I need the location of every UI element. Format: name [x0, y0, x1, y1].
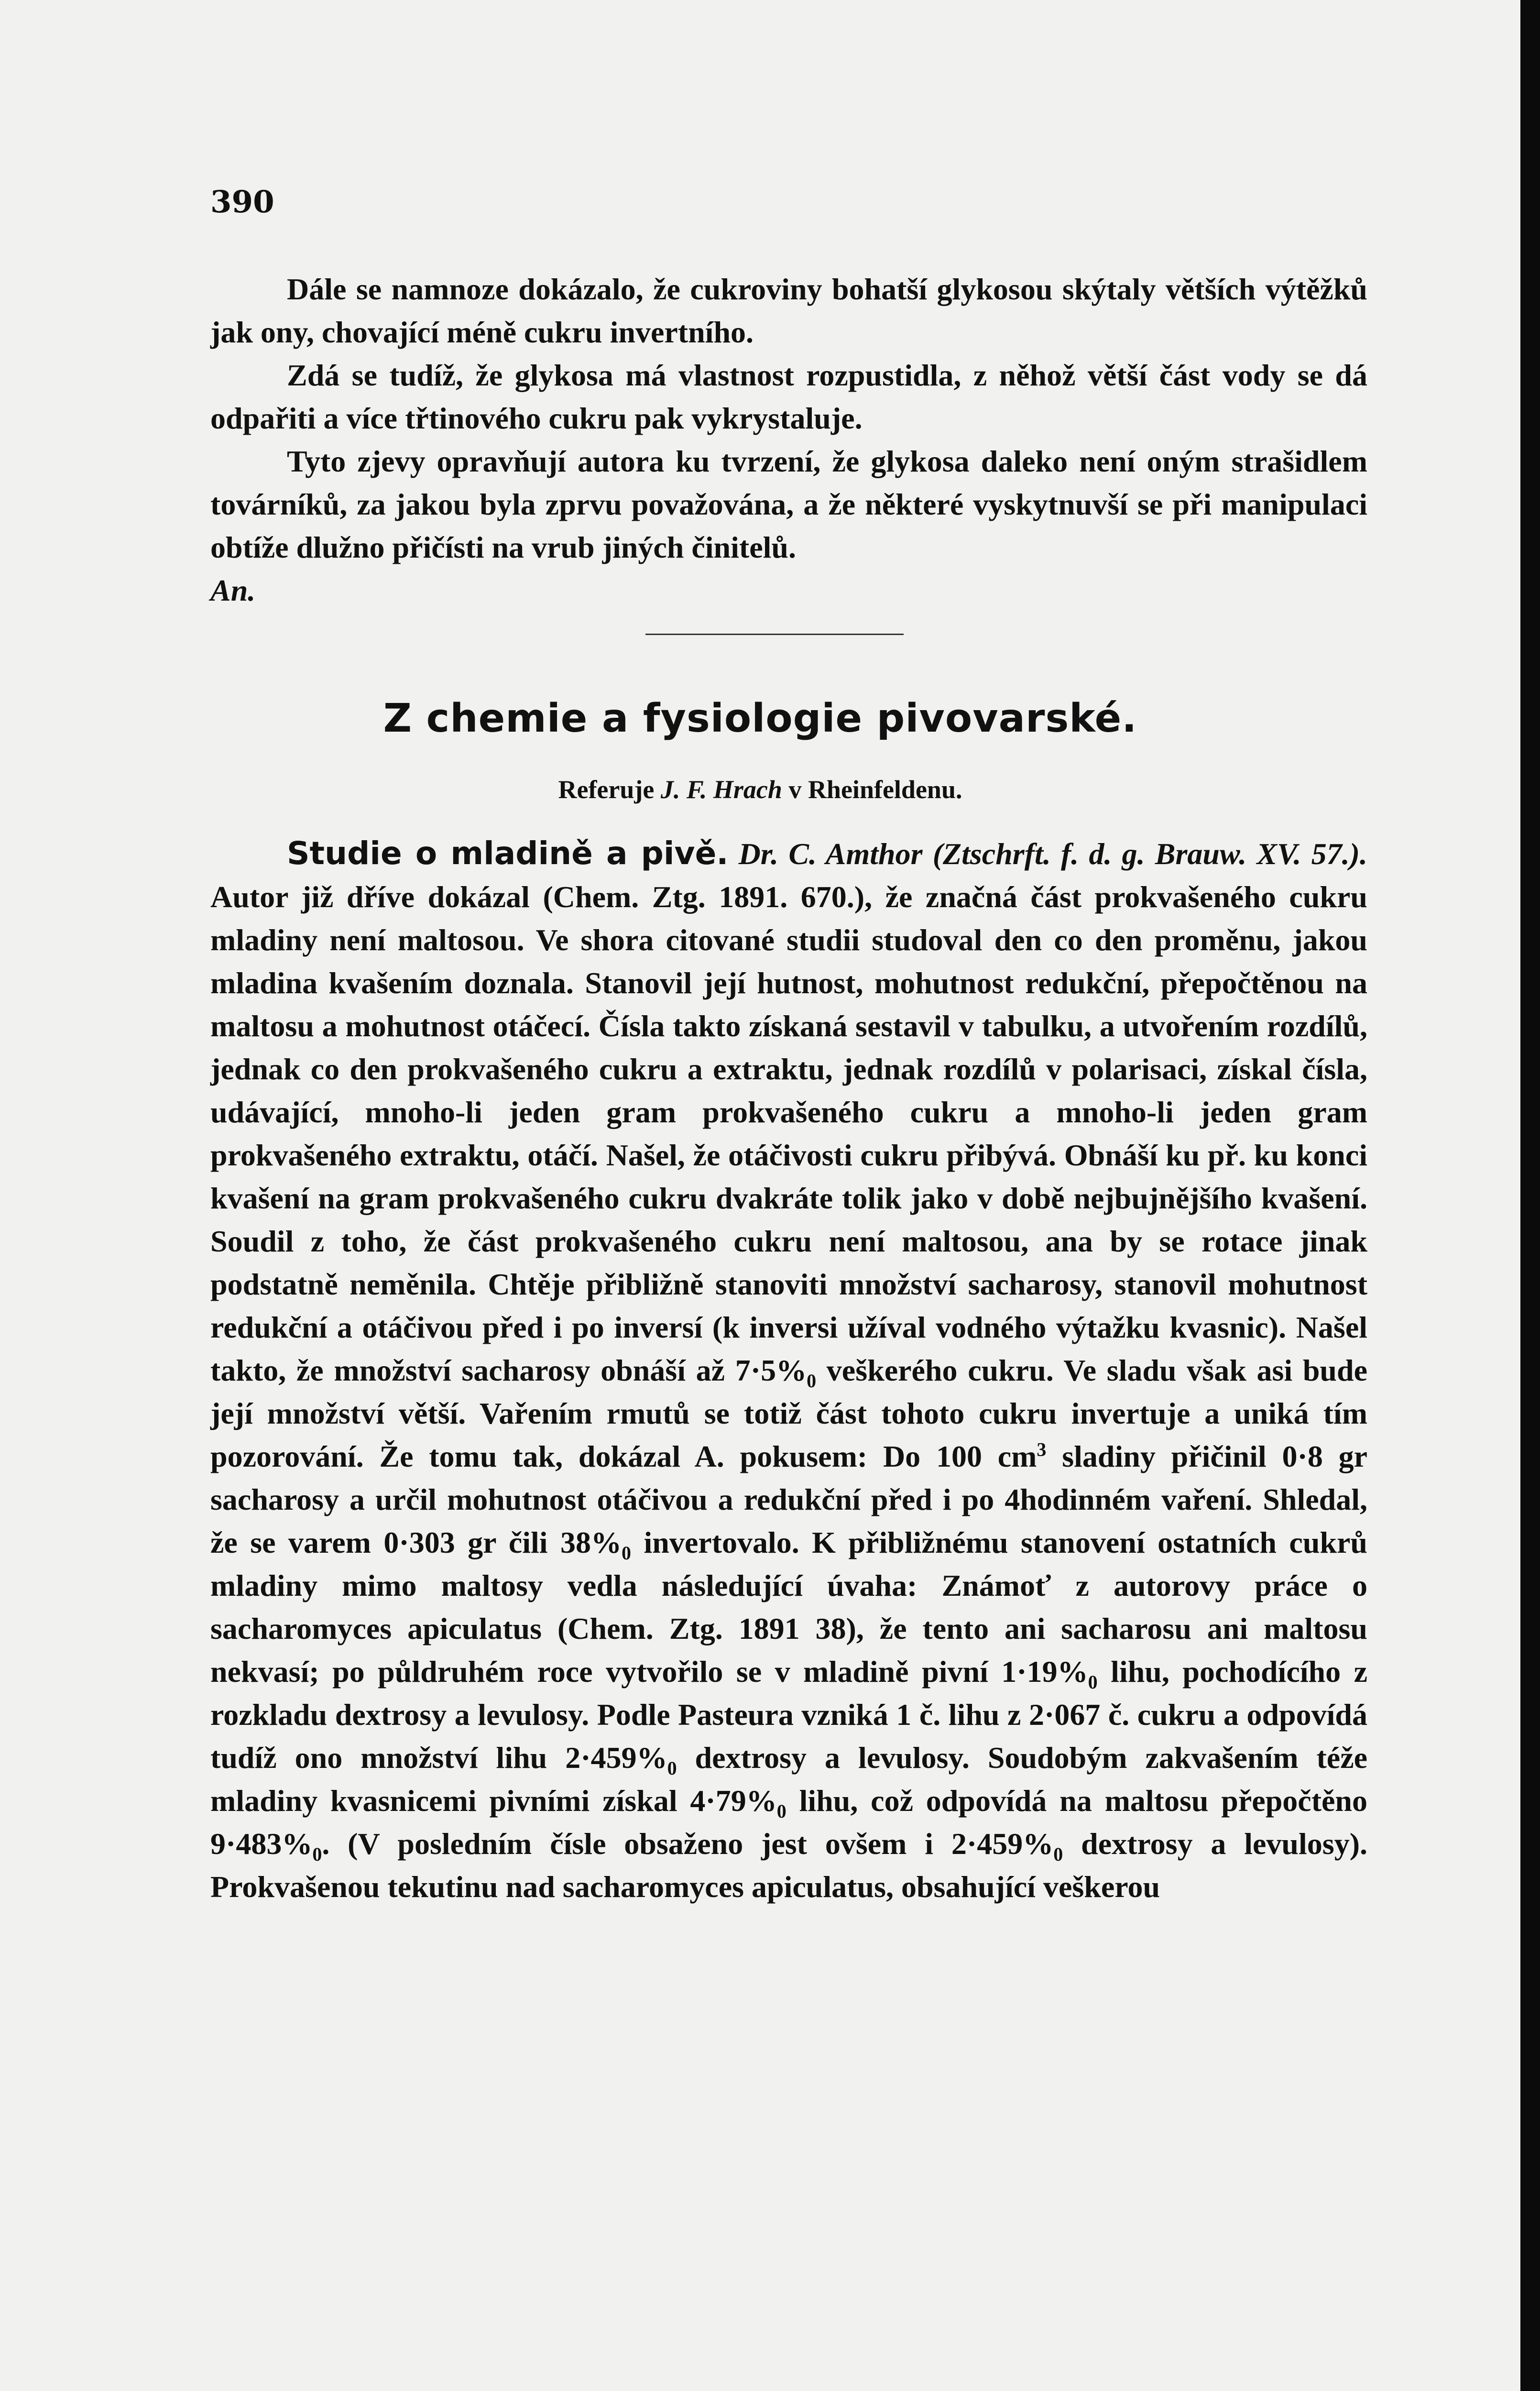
- article-text-5: lihu, pochodícího z rozkladu dextrosy a levulosy. Podle Pasteura vzniká 1 č. lihu z 2·067 č. cukru a odpovídá tudíž ono množství lihu 2·459: [210, 1655, 1367, 1775]
- byline-prefix: Referuje: [558, 775, 655, 804]
- article-paragraph: [210, 832, 1367, 1908]
- percent-sign: %: [746, 1784, 777, 1818]
- article-text-8: . (V posledním čísle obsaženo jest ovšem i 2·459: [322, 1827, 1023, 1861]
- byline-suffix: v Rheinfeldenu.: [788, 775, 962, 804]
- article-text-1: Autor již dříve dokázal (Chem. Ztg. 1891. 670.), že značná část prokvašeného cukru mladiny není maltosou. Ve shora citované studii studoval den co den proměnu, jakou mladina kvašením doznala. Stanovil její hutnost, mohutnost redukční, přepočtěnou na maltosu a mohutnost otáčecí. Čísla takto získaná sestavil v tabulku, a utvořením rozdílů, jednak co den prokvašeného cukru a extraktu, jednak rozdílů v polarisaci, získal čísla, udávající, mnoho-li jeden gram prokvašeného cukru a mnoho-li jeden gram prokvašeného extraktu, otáčí. Našel, že otáčivosti cukru přibývá. Obnáší ku př. ku konci kvašení na gram prokvašeného cukru dvakráte tolik jako v době nejbujnějšího kvašení. Soudil z toho, že část prokvašeného cukru není maltosou, ana by se rotace jinak podstatně neměnila. Chtěje přibližně stanoviti množství sacharosy, stanovil mohutnost redukční a otáčivou před i po inversí (k inversi užíval vodného výtažku kvasnic). Našel takto, že množství sacharosy obnáší až 7·5: [210, 880, 1367, 1387]
- percent-sub: 0: [1053, 1843, 1063, 1865]
- intro-paragraph-2: Zdá se tudíž, že glykosa má vlastnost rozpustidla, z něhož větší část vody se dá odpařiti a více třtinového cukru pak vykrystaluje.: [210, 358, 1367, 435]
- page-number: 390: [210, 184, 274, 220]
- article-text-4: invertovalo. K přibližnému stanovení ostatních cukrů mladiny mimo maltosy vedla následující úvaha: Známoť z autorovy práce o sacharomyces apiculatus (Chem. Ztg. 1891 38), že tento ani sacharosu ani maltosu nekvasí; po půldruhém roce vytvořilo se v mladině pivní 1·19: [210, 1525, 1368, 1689]
- article-text-2: veškerého cukru. Ve sladu však asi bude její množství větší. Vařením rmutů se totiž část tohoto cukru invertuje a uniká tím pozorování. Že tomu tak, dokázal A. pokusem: Do 100 cm: [210, 1353, 1368, 1473]
- percent-sub: 0: [776, 1800, 786, 1822]
- percent-sub: 0: [312, 1843, 322, 1865]
- intro-signature: An.: [210, 573, 256, 607]
- intro-block: [210, 268, 1367, 643]
- percent-sub: 0: [807, 1370, 817, 1392]
- byline-author: J. F. Hrach: [660, 775, 782, 804]
- percent-sub: 0: [622, 1542, 632, 1564]
- percent-sign: %: [636, 1741, 667, 1775]
- scan-edge: [1520, 0, 1540, 2391]
- article-text-6: dextrosy a levulosy. Soudobým zakvašením téže mladiny kvasnicemi pivními získal 4·79: [210, 1741, 1367, 1818]
- section-divider: [645, 634, 904, 635]
- article-citation: Dr. C. Amthor (Ztschrft. f. d. g. Brauw. XV. 57.).: [738, 837, 1368, 871]
- article-title: Studie o mladině a pivě.: [287, 835, 729, 872]
- section-heading: Z chemie a fysiologie pivovarské.: [383, 696, 1137, 741]
- percent-sign: %: [1057, 1655, 1088, 1689]
- byline: [0, 775, 1520, 804]
- cube-sup: 3: [1037, 1438, 1047, 1460]
- percent-sign: %: [591, 1525, 622, 1559]
- percent-sub: 0: [1088, 1671, 1098, 1693]
- article-text-7: lihu, což odpovídá na maltosu přepočtěno 9·483: [210, 1784, 1368, 1861]
- percent-sign: %: [776, 1353, 807, 1387]
- article-text-9: dextrosy a levulosy). Prokvašenou tekutinu nad sacharomyces apiculatus, obsahující veškerou: [210, 1827, 1368, 1904]
- intro-paragraph-3: Tyto zjevy opravňují autora ku tvrzení, že glykosa daleko není oným strašidlem továrníků, za jakou byla zprvu považována, a že některé vyskytnuvší se při manipulaci obtíže dlužno přičísti na vrub jiných činitelů.: [210, 444, 1367, 564]
- percent-sign: %: [1023, 1827, 1054, 1861]
- article-block: [210, 832, 1367, 1908]
- intro-paragraph-1: Dále se namnoze dokázalo, že cukroviny bohatší glykosou skýtaly větších výtěžků jak ony, chovající méně cukru invertního.: [210, 272, 1367, 349]
- percent-sub: 0: [667, 1757, 677, 1779]
- percent-sign: %: [282, 1827, 313, 1861]
- article-text-3: sladiny přičinil 0·8 gr sacharosy a určil mohutnost otáčivou a redukční před i po 4hodinném vaření. Shledal, že se varem 0·303 gr čili 38: [210, 1439, 1368, 1559]
